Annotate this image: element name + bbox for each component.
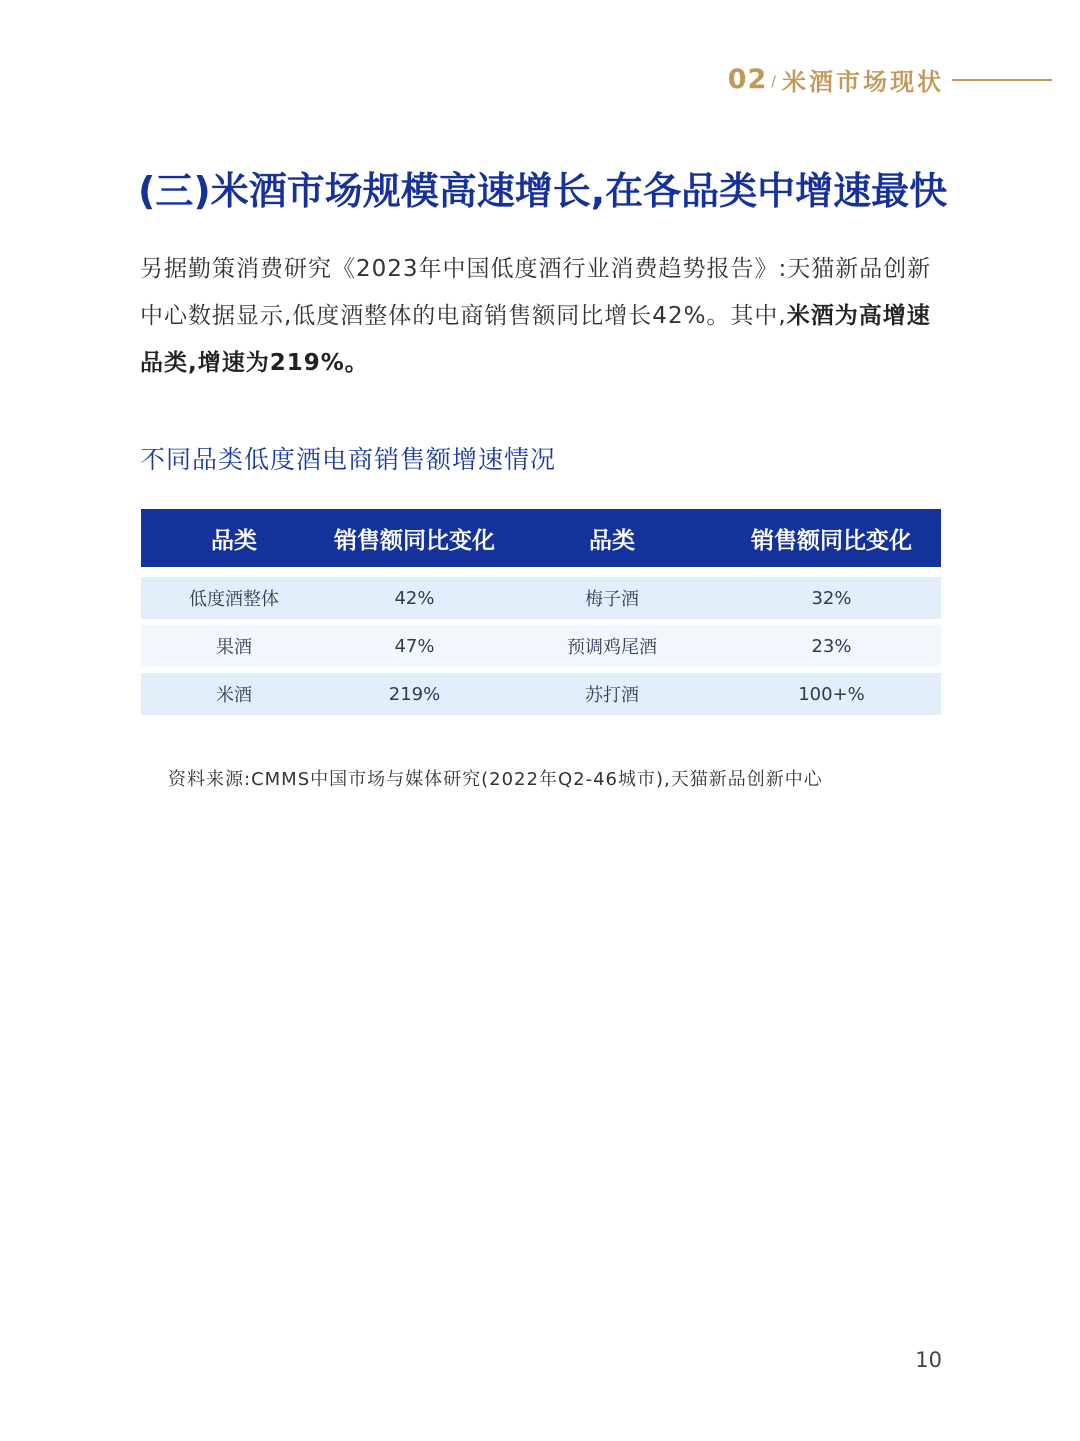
chapter-title: 米酒市场现状 [782, 68, 944, 96]
table-row [141, 577, 941, 619]
table-cell: 低度酒整体 [189, 589, 279, 610]
source-note: 资料来源:CMMS中国市场与媒体研究(2022年Q2-46城市),天猫新品创新中心 [168, 769, 823, 790]
body-paragraph [140, 246, 944, 387]
table-cell: 米酒 [216, 685, 252, 706]
table-cell: 100+% [798, 683, 865, 705]
table-cell: 果酒 [216, 637, 252, 658]
chapter-header [728, 62, 1052, 97]
chapter-number: 02 [727, 64, 768, 95]
table-header-cell: 销售额同比变化 [751, 527, 912, 554]
table-header-cell: 销售额同比变化 [334, 527, 495, 554]
paragraph-highlight: 米酒为高增速品类,增速为219%。 [140, 303, 931, 376]
table-header-row [141, 509, 941, 567]
table-cell: 32% [811, 587, 852, 609]
table-header-cell: 品类 [211, 527, 257, 554]
growth-table [141, 509, 941, 721]
table-cell: 预调鸡尾酒 [567, 637, 657, 658]
table-cell: 梅子酒 [585, 589, 639, 610]
table-row [141, 673, 941, 715]
table-caption: 不同品类低度酒电商销售额增速情况 [140, 445, 557, 474]
table-cell: 苏打酒 [585, 685, 639, 706]
table-cell: 42% [394, 587, 435, 609]
section-title: (三)米酒市场规模高速增长,在各品类中增速最快 [138, 169, 948, 213]
chapter-separator: / [771, 73, 776, 90]
page-number: 10 [915, 1348, 942, 1372]
paragraph-text: 另据勤策消费研究《2023年中国低度酒行业消费趋势报告》:天猫新品创新中心数据显示,低度酒整体的电商销售额同比增长42%。其中, [140, 256, 932, 329]
table-row [141, 625, 941, 667]
table-cell: 219% [388, 683, 441, 705]
table-cell: 23% [811, 635, 852, 657]
table-header-cell: 品类 [589, 527, 635, 554]
table-cell: 47% [394, 635, 435, 657]
chapter-divider-line [952, 79, 1052, 81]
